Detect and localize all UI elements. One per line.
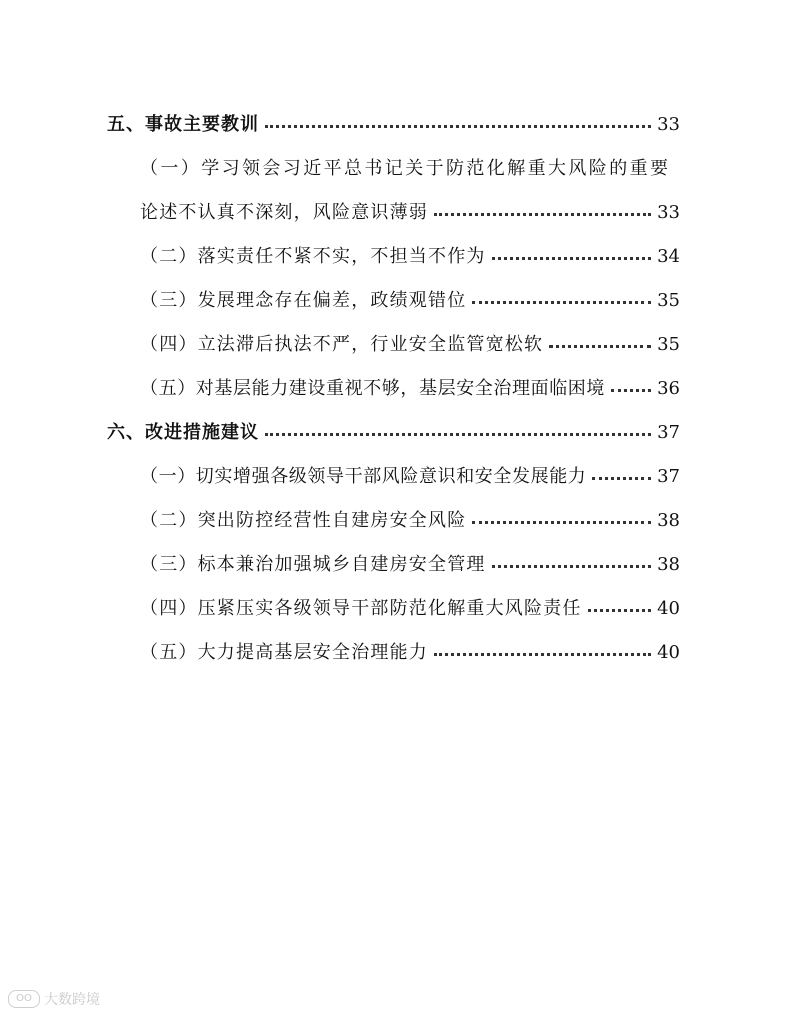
dot-leader (549, 341, 651, 348)
toc-entry-5-1-continued[interactable] (140, 201, 680, 225)
toc-entry-page: 33 (657, 202, 680, 223)
dot-leader (492, 253, 651, 260)
toc-entry-label: （五）对基层能力建设重视不够，基层安全治理面临困境 (140, 378, 605, 399)
toc-entry-page: 38 (657, 510, 680, 531)
dot-leader (265, 121, 651, 128)
toc-entry-6-4[interactable] (140, 597, 680, 621)
dot-leader (434, 649, 651, 656)
toc-entry-5-5[interactable] (140, 377, 680, 401)
watermark-logo-icon: OO (8, 990, 40, 1008)
toc-entry-label: （三）发展理念存在偏差，政绩观错位 (140, 290, 467, 311)
toc-entry-label: （一）学习领会习近平总书记关于防范化解重大风险的重要 (140, 158, 671, 179)
toc-entry-6-3[interactable] (140, 553, 680, 577)
dot-leader (588, 605, 651, 612)
toc-entry-page: 37 (657, 466, 680, 487)
dot-leader (265, 429, 651, 436)
toc-entry-page: 40 (657, 598, 680, 619)
dot-leader (472, 297, 651, 304)
dot-leader (592, 473, 651, 480)
toc-entry-label: （五）大力提高基层安全治理能力 (140, 642, 428, 663)
toc-entry-section-6[interactable] (107, 421, 680, 445)
toc-entry-page: 37 (657, 422, 680, 443)
toc-entry-5-3[interactable] (140, 289, 680, 313)
watermark-text: 大数跨境 (44, 992, 100, 1008)
dot-leader (472, 517, 651, 524)
toc-entry-label: 六、改进措施建议 (107, 422, 259, 443)
toc-entry-5-2[interactable] (140, 245, 680, 269)
toc-entry-section-5[interactable] (107, 113, 680, 137)
toc-entry-page: 36 (657, 378, 680, 399)
toc-entry-page: 33 (657, 114, 680, 135)
dot-leader (434, 209, 651, 216)
toc-entry-label: （二）突出防控经营性自建房安全风险 (140, 510, 467, 531)
toc-entry-label: 五、事故主要教训 (107, 114, 259, 135)
toc-entry-label: （二）落实责任不紧不实，不担当不作为 (140, 246, 486, 267)
toc-entry-page: 38 (657, 554, 680, 575)
toc-entry-label: （四）压紧压实各级领导干部防范化解重大风险责任 (140, 598, 582, 619)
toc-entry-6-1[interactable] (140, 465, 680, 489)
dot-leader (492, 561, 651, 568)
toc-entry-6-5[interactable] (140, 641, 680, 665)
toc-entry-5-4[interactable] (140, 333, 680, 357)
watermark (8, 989, 100, 1009)
toc-entry-label: 论述不认真不深刻，风险意识薄弱 (140, 202, 428, 223)
toc-entry-page: 35 (657, 334, 680, 355)
toc-entry-label: （三）标本兼治加强城乡自建房安全管理 (140, 554, 486, 575)
toc-entry-5-1[interactable] (140, 157, 680, 181)
toc-entry-page: 34 (657, 246, 680, 267)
toc-entry-page: 40 (657, 642, 680, 663)
toc-entry-label: （一）切实增强各级领导干部风险意识和安全发展能力 (140, 466, 587, 487)
dot-leader (611, 385, 651, 392)
toc-entry-6-2[interactable] (140, 509, 680, 533)
toc-entry-page: 35 (657, 290, 680, 311)
toc-entry-label: （四）立法滞后执法不严，行业安全监管宽松软 (140, 334, 544, 355)
